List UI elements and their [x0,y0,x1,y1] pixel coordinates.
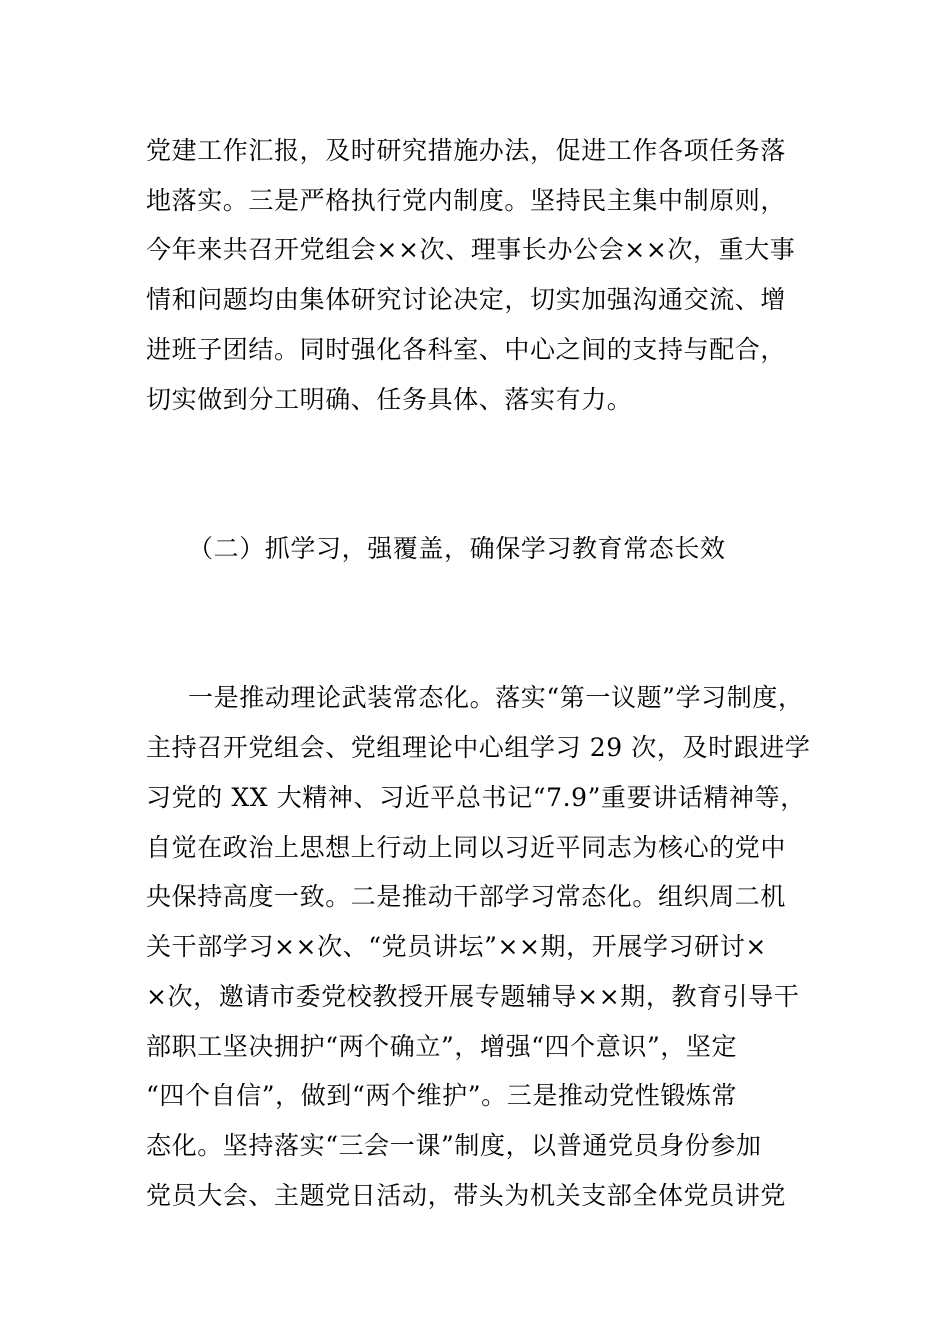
text-line: 央保持高度一致。二是推动干部学习常态化。组织周二机 [146,882,787,911]
text-line: 一是推动理论武装常态化。落实“第一议题”学习制度， [188,683,804,712]
text-line: 态化。坚持落实“三会一课”制度，以普通党员身份参加 [146,1131,762,1160]
text-line: 切实做到分工明确、任务具体、落实有力。 [146,385,633,414]
text-line: 习党的 XX 大精神、习近平总书记“7.9”重要讲话精神等， [146,783,806,812]
text-line: 部职工坚决拥护“两个确立”，增强“四个意识”，坚定 [146,1032,738,1061]
text-line: 党员大会、主题党日活动，带头为机关支部全体党员讲党 [146,1181,787,1210]
text-line: “四个自信”，做到“两个维护”。三是推动党性锻炼常 [146,1081,738,1110]
text-line: 情和问题均由集体研究讨论决定，切实加强沟通交流、增 [146,285,787,314]
text-line: 主持召开党组会、党组理论中心组学习 29 次，及时跟进学 [146,733,811,762]
text-line: 进班子团结。同时强化各科室、中心之间的支持与配合， [146,335,787,364]
text-line: 党建工作汇报，及时研究措施办法，促进工作各项任务落 [146,136,787,165]
text-line: 关干部学习××次、“党员讲坛”××期，开展学习研讨× [146,932,767,961]
text-line: 自觉在政治上思想上行动上同以习近平同志为核心的党中 [146,833,787,862]
text-line: 今年来共召开党组会××次、理事长办公会××次，重大事 [146,235,796,264]
text-line: 地落实。三是严格执行党内制度。坚持民主集中制原则， [146,186,787,215]
text-line: ×次，邀请市委党校教授开展专题辅导××期，教育引导干 [146,982,800,1011]
section-heading: （二）抓学习，强覆盖，确保学习教育常态长效 [188,534,726,563]
